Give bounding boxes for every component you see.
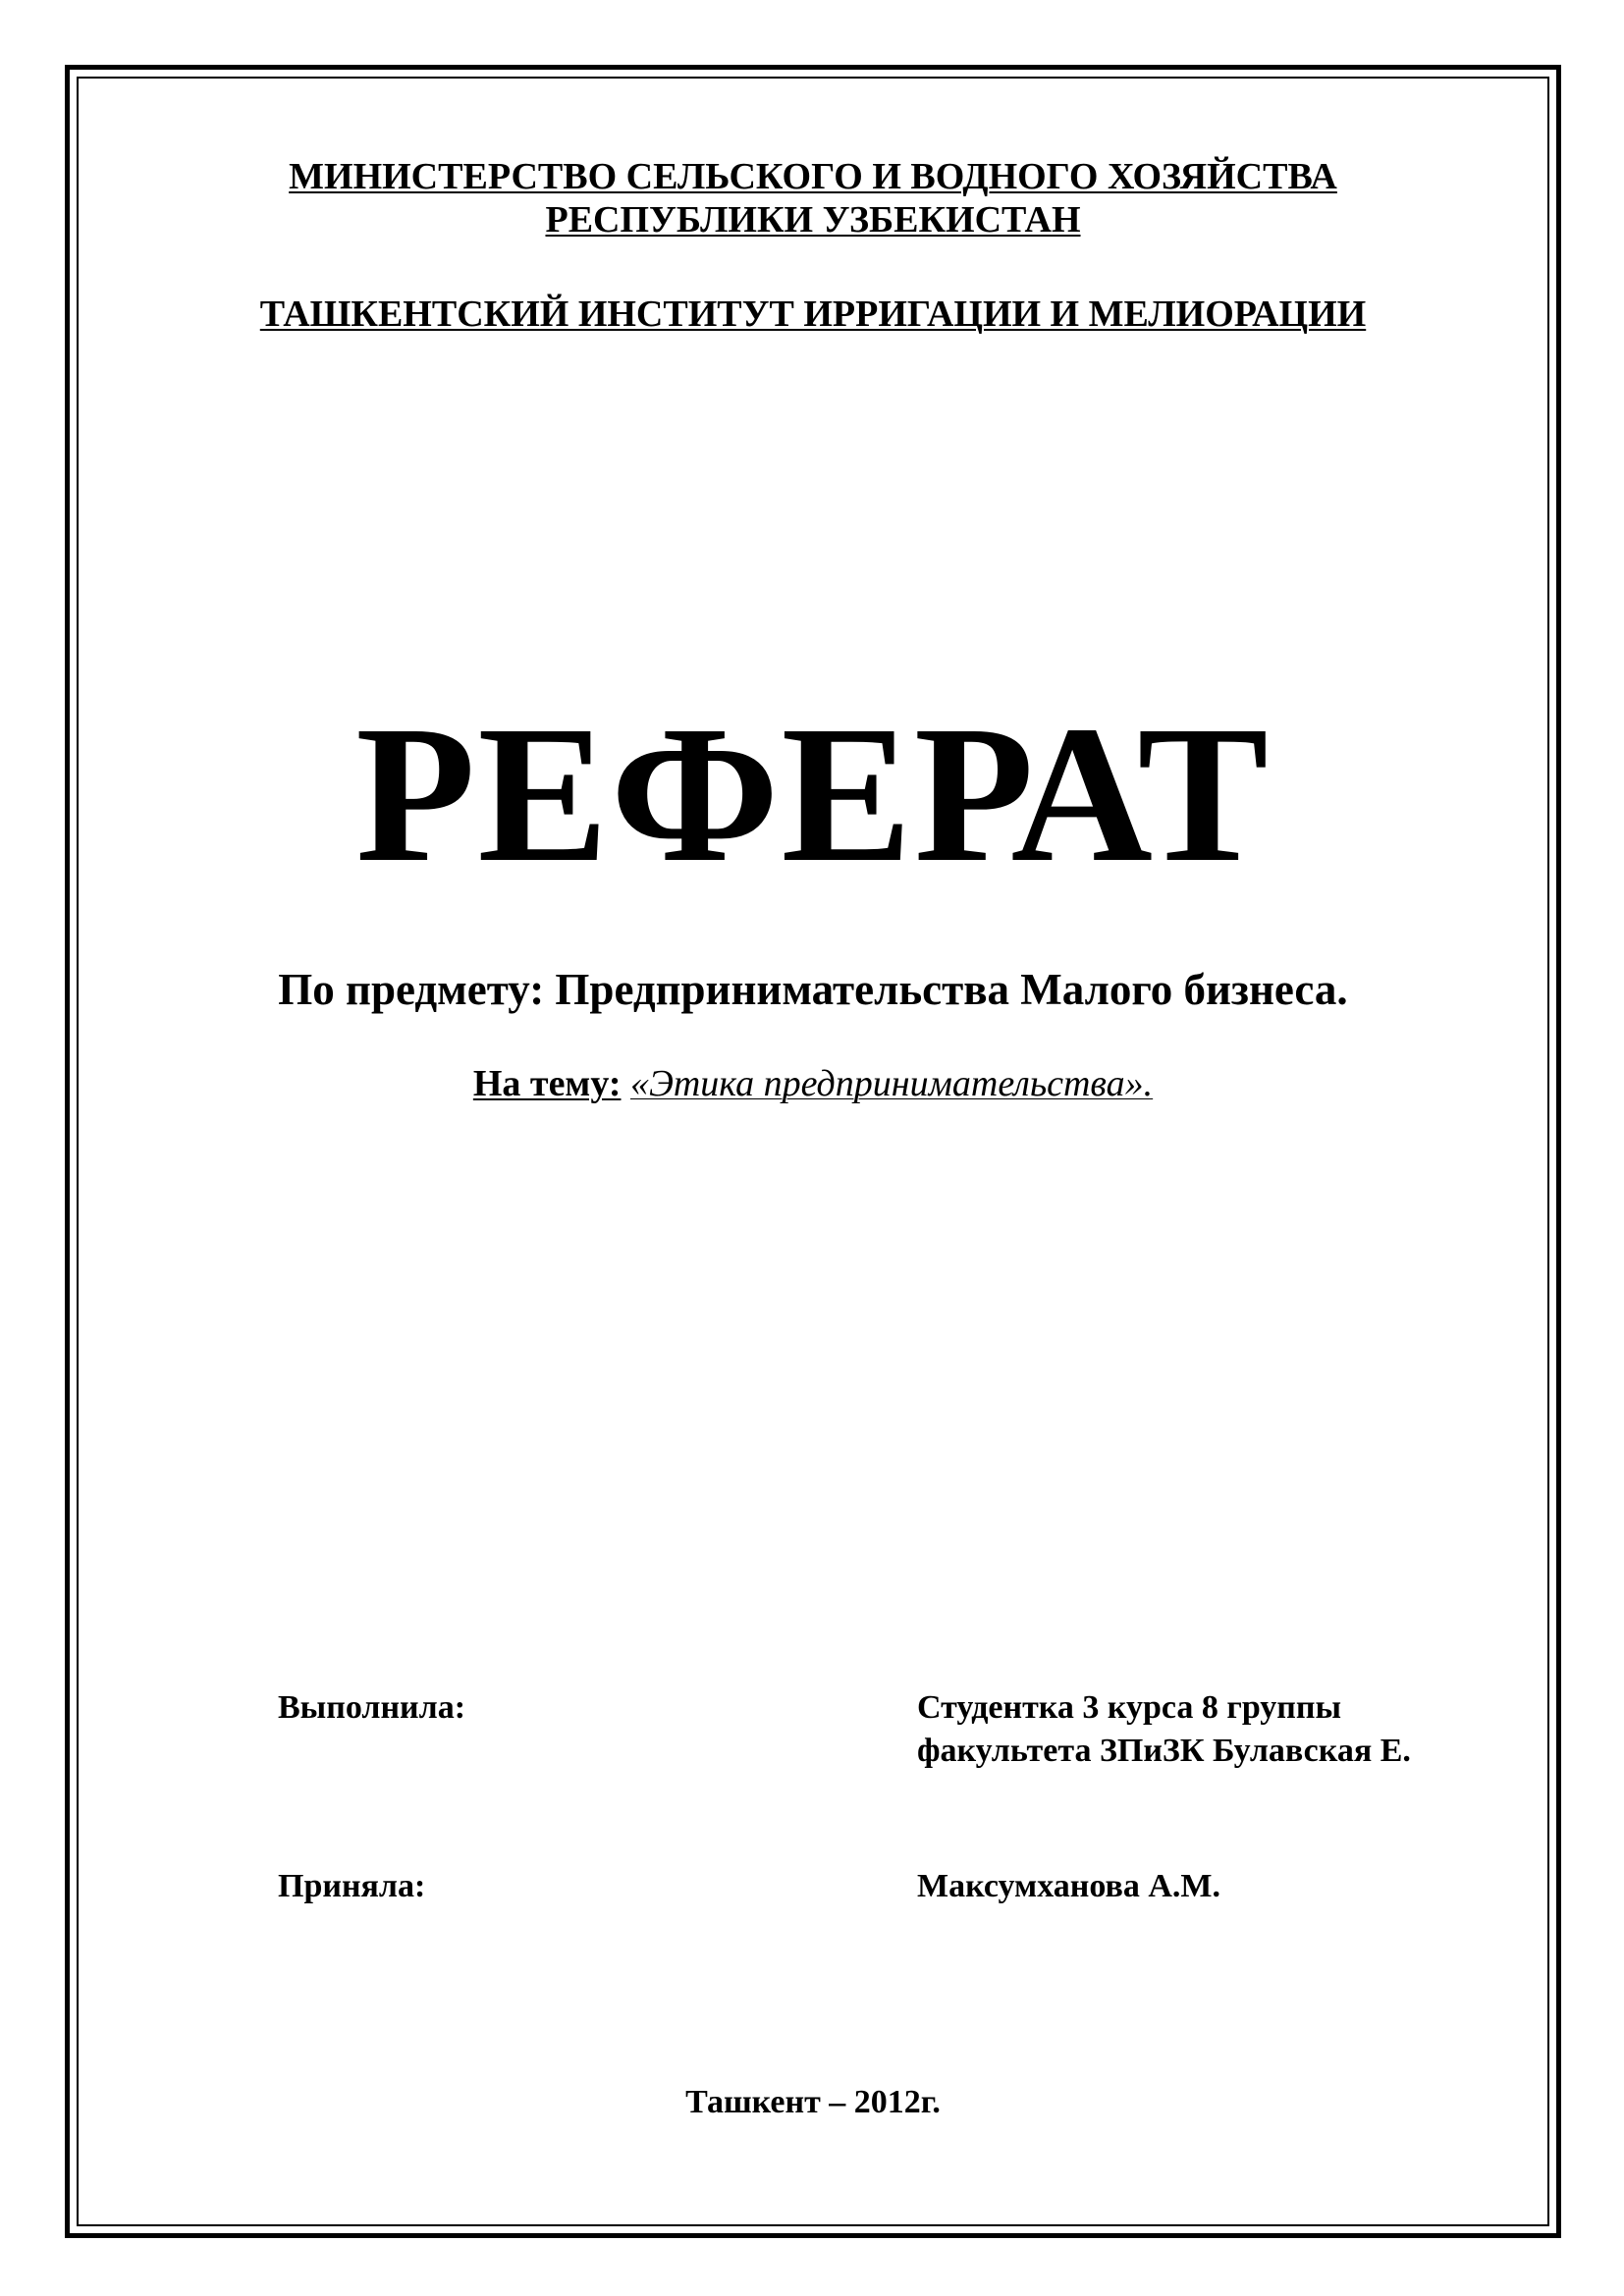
- performed-label: Выполнила:: [278, 1689, 466, 1726]
- performed-by-line-2: факультета ЗПиЗК Булавская Е.: [917, 1733, 1411, 1769]
- performed-by-line-1: Студентка 3 курса 8 группы: [917, 1689, 1342, 1726]
- subject-line: По предмету: Предпринимательства Малого бизнеса.: [278, 965, 1348, 1014]
- document-title: РЕФЕРАТ: [355, 686, 1271, 903]
- accepted-label: Приняла:: [278, 1868, 426, 1904]
- ministry-line-2: РЕСПУБЛИКИ УЗБЕКИСТАН: [545, 199, 1081, 240]
- institute-name: ТАШКЕНТСКИЙ ИНСТИТУТ ИРРИГАЦИИ И МЕЛИОРАЦИИ: [259, 294, 1367, 335]
- topic-label: На тему:: [472, 1063, 622, 1104]
- city-year: Ташкент – 2012г.: [685, 2084, 941, 2120]
- ministry-line-1: МИНИСТЕРСТВО СЕЛЬСКОГО И ВОДНОГО ХОЗЯЙСТВА: [289, 156, 1337, 197]
- accepted-by-name: Максумханова А.М.: [917, 1868, 1220, 1904]
- ministry-heading: [77, 155, 1549, 241]
- topic-line: [77, 1060, 1549, 1107]
- topic-value: «Этика предпринимательства».: [629, 1063, 1154, 1104]
- institute-heading: [77, 293, 1549, 336]
